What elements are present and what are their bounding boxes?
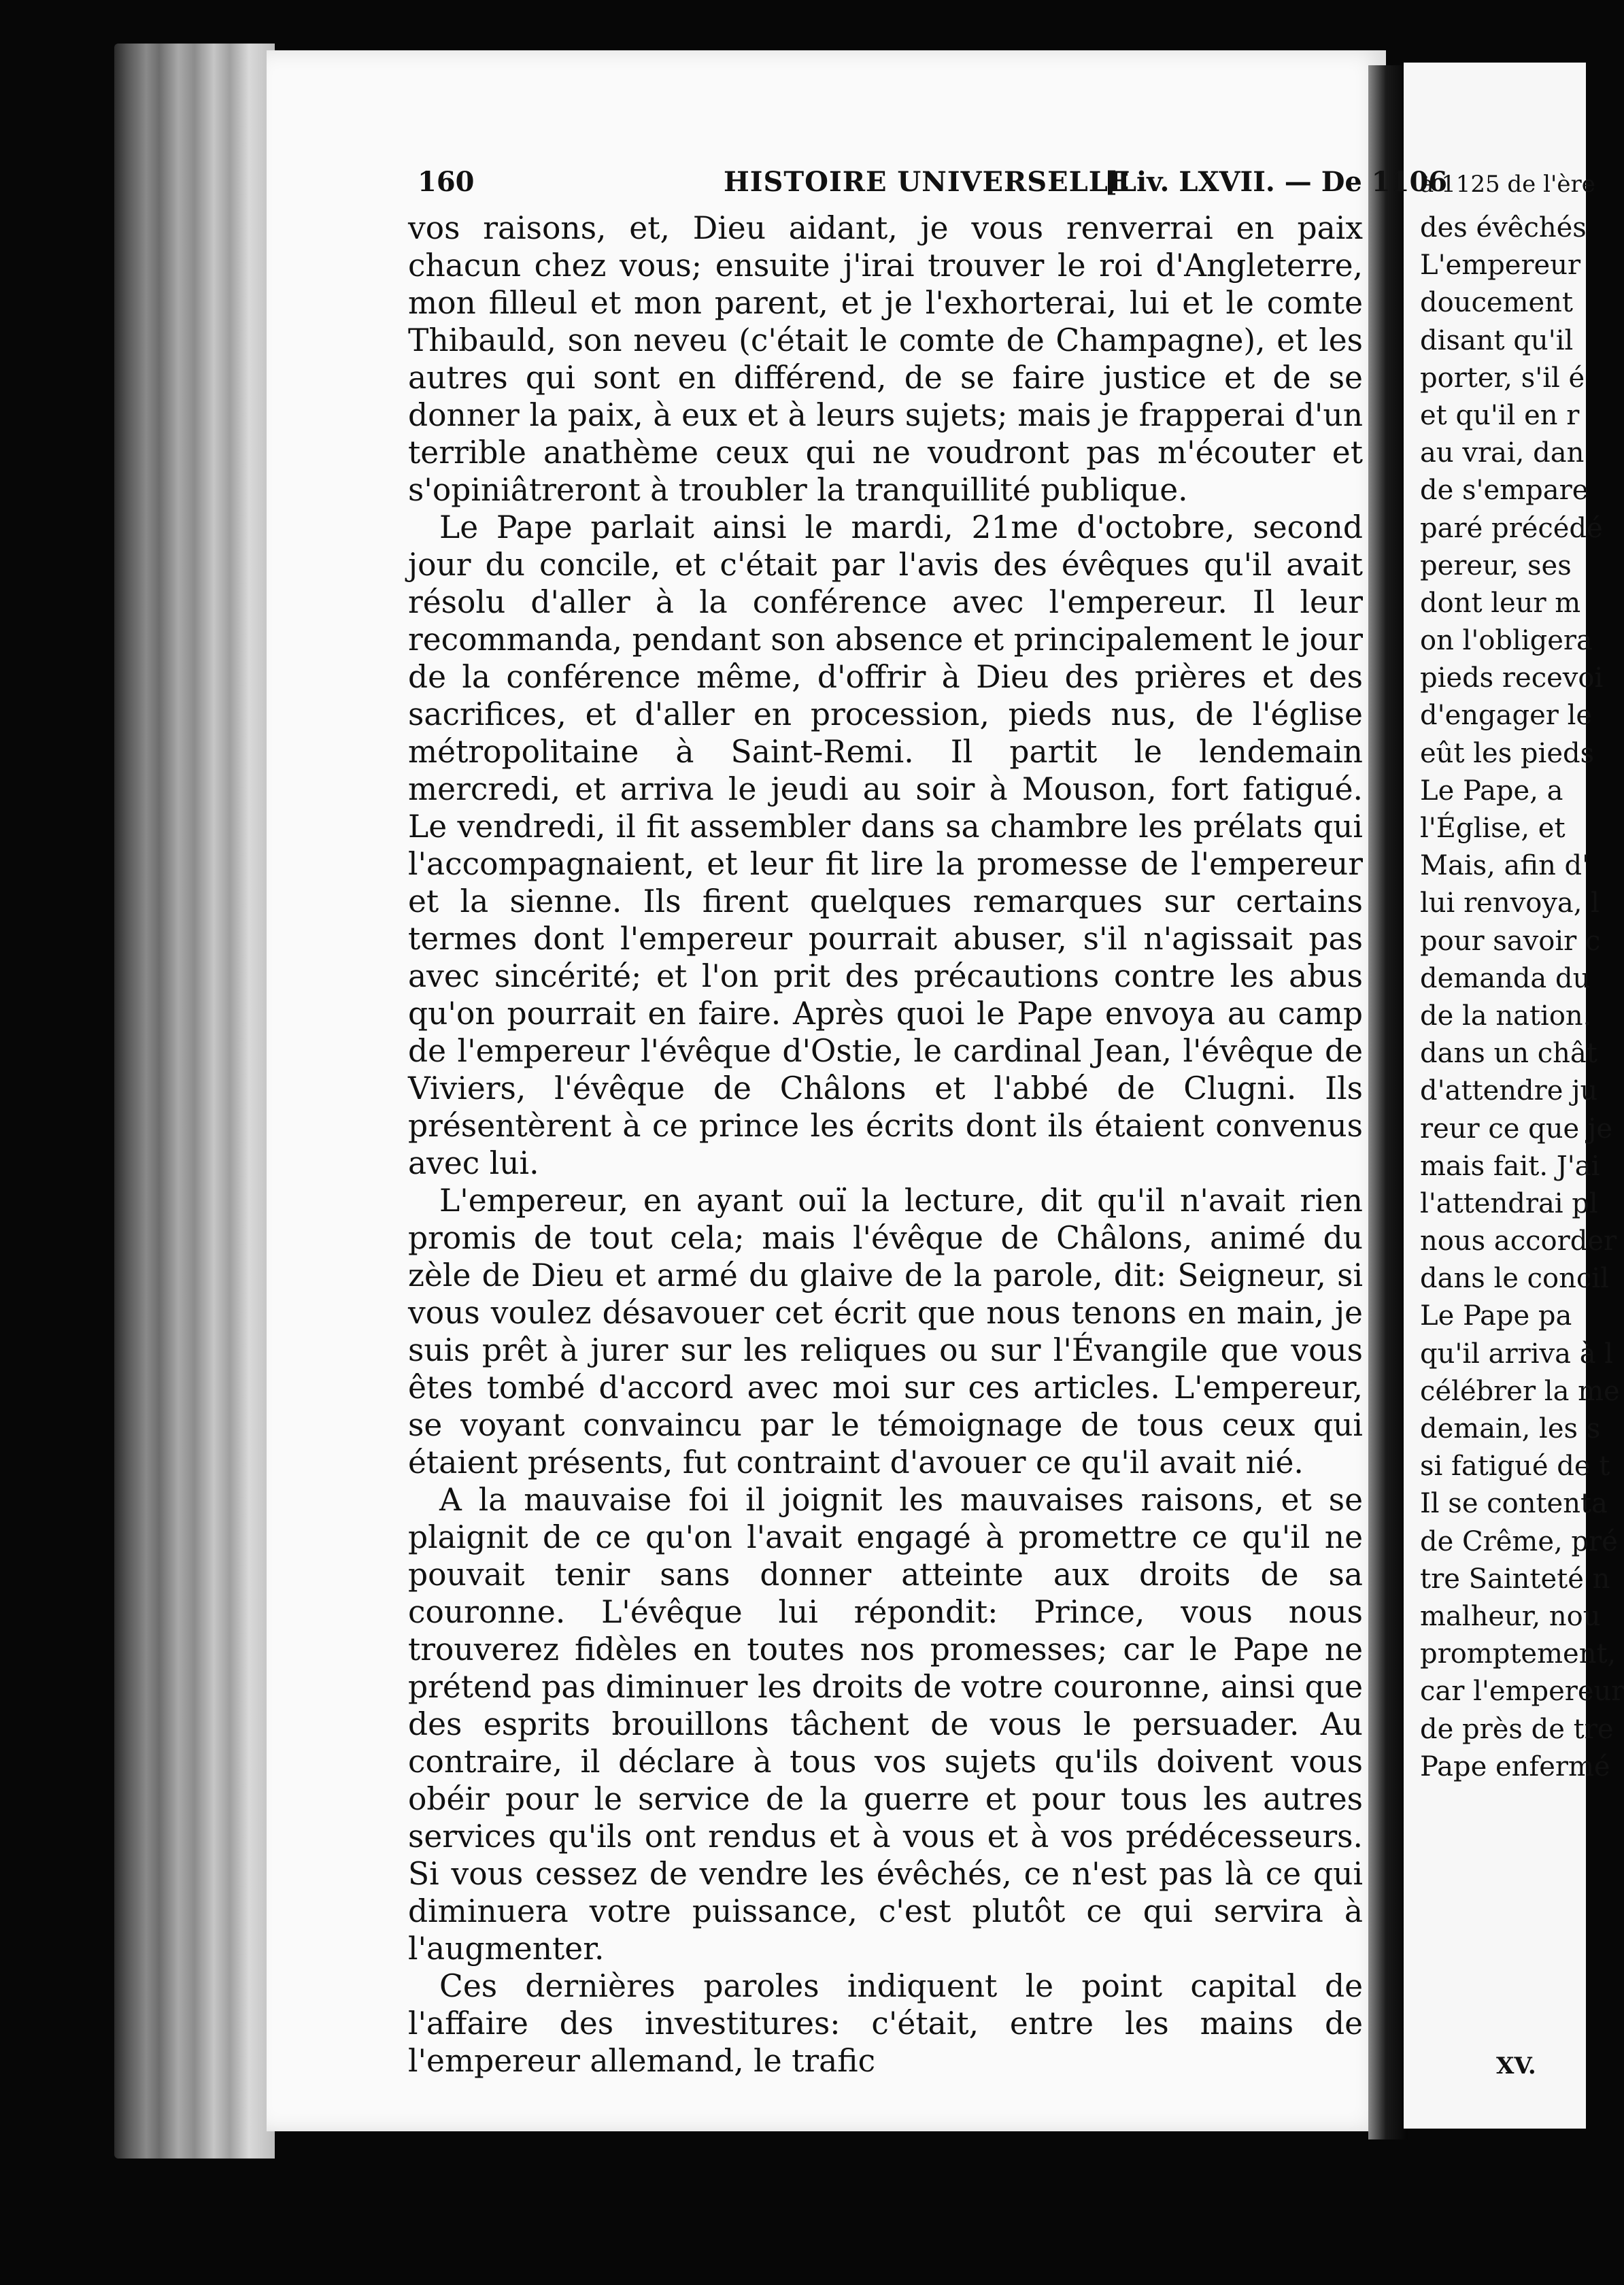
right-page-running-head: à 1125 de l'ère [1420,171,1595,198]
right-page-line: disant qu'il [1420,324,1574,356]
right-page-line: dont leur m [1420,587,1581,619]
right-page-line: si fatigué de t [1420,1451,1610,1483]
signature-mark: XV. [1496,2052,1536,2080]
right-page-line: mais fait. J'ai [1420,1150,1600,1182]
right-page-line: on l'obligera [1420,625,1593,657]
running-head [418,166,1448,214]
right-page-line: eût les pieds [1420,737,1595,769]
right-page-line: l'Église, et [1420,813,1566,844]
book-gutter [1368,65,1408,2139]
right-page-line: malheur, nou [1420,1600,1601,1632]
right-page-text [1420,166,1624,1786]
right-page-line: car l'empereur [1420,1676,1624,1708]
right-page-line: pour savoir c [1420,925,1601,957]
paragraph: A la mauvaise foi il joignit les mauvaises raisons, et se plaignit de ce qu'on l'avait engagé à promettre ce qu'il ne pouvait tenir sans donner atteinte aux droits de sa couronne. L'évêque lui répondit: Prince, vous nous trouverez fidèles en toutes nos promesses; car le Pape ne prétend pas diminuer les droits de votre couronne, ainsi que des esprits brouillons tâchent de vous le persuader. Au contraire, il déclare à tous vos sujets qu'ils doivent vous obéir pour le service de la guerre et pour tous les autres services qu'ils ont rendus et à vous et à vos prédécesseurs. Si vous cessez de vendre les évêchés, ce n'est pas là ce qui diminuera votre puissance, c'est plutôt ce qui servira à l'augmenter. [408,1482,1363,1967]
right-page-line: lui renvoya, l [1420,887,1600,919]
right-page-line: Le Pape pa [1420,1300,1572,1332]
right-page-line: pieds recevoi [1420,662,1604,694]
section-reference: [Liv. LXVII. — De 1106 [1104,166,1448,198]
right-page-line: des évêchés [1420,212,1587,243]
right-page-line: l'attendrai pl [1420,1187,1598,1219]
right-page-line: Pape enfermé [1420,1750,1610,1782]
right-page-line: doucement [1420,287,1573,319]
right-page-line: dans le concil [1420,1263,1609,1295]
right-page-line: qu'il arriva à l [1420,1338,1614,1370]
paragraph: Ces dernières paroles indiquent le point capital de l'affaire des investitures: c'était, entre les mains de l'empereur allemand, le trafic [408,1968,1363,2079]
right-page-line: de s'empare [1420,475,1589,507]
right-page-line: demain, les s [1420,1413,1601,1444]
right-page-line: promptement, [1420,1638,1617,1670]
right-page-line: porter, s'il é [1420,362,1585,394]
right-page-line: célébrer la me [1420,1375,1620,1407]
paragraph: vos raisons, et, Dieu aidant, je vous renverrai en paix chacun chez vous; ensuite j'irai trouver le roi d'Angleterre, mon filleul et mon parent, et je l'exhorterai, lui et le comte Thibauld, son neveu (c'était le comte de Champagne), et les autres qui sont en différend, de se faire justice et de se donner la paix, à eux et à leurs sujets; mais je frapperai d'un terrible anathème ceux qui ne voudront pas m'écouter et s'opiniâtreront à troubler la tranquillité publique. [408,210,1363,508]
right-page-line: de près de tre [1420,1713,1614,1745]
right-page-line: de la nation. [1420,1000,1592,1032]
body-text [408,209,1363,2080]
paragraph: L'empereur, en ayant ouï la lecture, dit qu'il n'avait rien promis de tout cela; mais l'évêque de Châlons, animé du zèle de Dieu et armé du glaive de la parole, dit: Seigneur, si vous voulez désavouer cet écrit que nous tenons en main, je suis prêt à jurer sur les reliques ou sur l'Évangile que vous êtes tombé d'accord avec moi sur ces articles. L'empereur, se voyant convaincu par le témoignage de tous ceux qui étaient présents, fut contraint d'avouer ce qu'il avait nié. [408,1183,1363,1480]
right-page-line: d'attendre ju [1420,1075,1598,1107]
right-page-line: nous accorder [1420,1225,1617,1257]
right-page-line: Le Pape, a [1420,775,1563,807]
right-page-line: de Crême, pré [1420,1525,1618,1557]
right-page-line: et qu'il en r [1420,399,1580,431]
page-block-edges [114,44,275,2159]
page-number: 160 [418,166,475,198]
right-page-line: L'empereur [1420,250,1581,282]
right-page-line: d'engager le [1420,700,1593,732]
right-page-line: tre Sainteté n [1420,1563,1610,1595]
right-page-line: paré précédé [1420,512,1603,544]
right-page-line: demanda du [1420,962,1591,994]
right-page-line: au vrai, dan [1420,437,1585,469]
right-page-line: reur ce que je [1420,1113,1613,1145]
right-page-line: pereur, ses [1420,549,1572,581]
right-page-line: Mais, afin d' [1420,850,1590,882]
book-title: HISTOIRE UNIVERSELLE [724,166,1130,198]
right-page-line: dans un chât [1420,1038,1597,1070]
right-page-line: Il se contenta [1420,1488,1608,1520]
paragraph: Le Pape parlait ainsi le mardi, 21me d'octobre, second jour du concile, et c'était par l'avis des évêques qu'il avait résolu d'aller à la conférence avec l'empereur. Il leur recommanda, pendant son absence et principalement le jour de la conférence même, d'offrir à Dieu des prières et des sacrifices, et d'aller en procession, pieds nus, de l'église métropolitaine à Saint-Remi. Il partit le lendemain mercredi, et arriva le jeudi au soir à Mouson, fort fatigué. Le vendredi, il fit assembler dans sa chambre les prélats qui l'accompagnaient, et leur fit lire la promesse de l'empereur et la sienne. Ils firent quelques remarques sur certains termes dont l'empereur pourrait abuser, s'il n'agissait pas avec sincérité; et l'on prit des précautions contre les abus qu'on pourrait en faire. Après quoi le Pape envoya au camp de l'empereur l'évêque d'Ostie, le cardinal Jean, l'évêque de Viviers, l'évêque de Châlons et l'abbé de Clugni. Ils présentèrent à ce prince les écrits dont ils étaient convenus avec lui. [408,509,1363,1181]
